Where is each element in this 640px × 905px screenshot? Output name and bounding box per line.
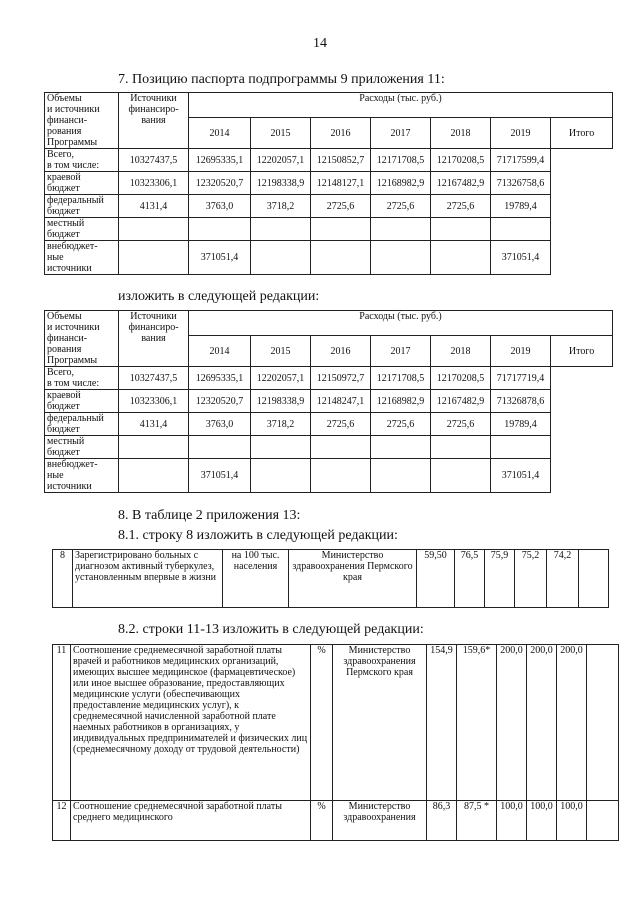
value-cell: 200,0 [497, 645, 527, 801]
value-cell: 12695335,1 [189, 149, 251, 172]
value-cell: 3718,2 [251, 195, 311, 218]
value-cell: 71717599,4 [491, 149, 551, 172]
value-cell: 3763,0 [189, 195, 251, 218]
table-row [45, 218, 613, 241]
value-cell: 2725,6 [431, 413, 491, 436]
value-cell: 12167482,9 [431, 172, 491, 195]
value-cell: 200,0 [527, 645, 557, 801]
value-cell: 12168982,9 [371, 390, 431, 413]
source-label: Всего, в том числе: [45, 149, 119, 172]
year-header: 2015 [251, 336, 311, 367]
value-cell [371, 436, 431, 459]
expenses-header: Расходы (тыс. руб.) [189, 93, 613, 118]
year-header: 2017 [371, 336, 431, 367]
value-cell: 19789,4 [491, 413, 551, 436]
value-cell [371, 218, 431, 241]
value-cell: 71326758,6 [491, 172, 551, 195]
sources-header: Источники финансиро- вания [119, 93, 189, 149]
indicator-text: Соотношение среднемесячной заработной платы среднего медицинского [71, 801, 311, 841]
value-cell: 2725,6 [371, 413, 431, 436]
value-cell [119, 436, 189, 459]
responsible-org: Министерство здравоохранения Пермского края [333, 645, 427, 801]
value-cell: 12167482,9 [431, 390, 491, 413]
indicator-text: Зарегистрировано больных с диагнозом активный туберкулез, установленным впервые в жизни [73, 550, 223, 608]
table-row [45, 241, 613, 275]
value-cell: 12320520,7 [189, 172, 251, 195]
sources-header: Источники финансиро- вания [119, 311, 189, 367]
indicator-text: Соотношение среднемесячной заработной платы врачей и работников медицинских организаций, имеющих высшее медицинское (фармацевтическое) или иное высшее образование, предоставляющих медицинские услуги (обеспечивающих предоставление медицинских услуг), к среднемесячной начисленной заработной плате наемных работников в организациях, у индивидуальных предпринимателей и физических лиц (среднемесячному доходу от трудовой деятельности) [71, 645, 311, 801]
value-cell: 154,9 [427, 645, 457, 801]
table-row [45, 436, 613, 459]
value-cell [189, 218, 251, 241]
value-cell: 12150852,7 [311, 149, 371, 172]
value-cell: 12198338,9 [251, 172, 311, 195]
table-row [53, 550, 609, 608]
value-cell: 10327437,5 [119, 367, 189, 390]
year-header: 2017 [371, 118, 431, 149]
value-cell: 2725,6 [431, 195, 491, 218]
value-cell: 59,50 [417, 550, 455, 608]
value-cell [431, 436, 491, 459]
value-cell [119, 241, 189, 275]
value-cell [491, 436, 551, 459]
source-label: местный бюджет [45, 436, 119, 459]
value-cell: 2725,6 [311, 195, 371, 218]
value-cell [431, 218, 491, 241]
value-cell [119, 459, 189, 493]
value-cell [251, 459, 311, 493]
value-cell: 75,9 [485, 550, 515, 608]
year-header: 2014 [189, 118, 251, 149]
table-row [45, 172, 613, 195]
value-cell [311, 241, 371, 275]
value-cell [311, 218, 371, 241]
row-number: 11 [53, 645, 71, 801]
financing-label: Объемы и источники финанси- рования Программы [45, 311, 119, 367]
value-cell [251, 436, 311, 459]
expenses-header: Расходы (тыс. руб.) [189, 311, 613, 336]
value-cell: 75,2 [515, 550, 547, 608]
empty-cell [579, 550, 609, 608]
value-cell: 87,5 * [457, 801, 497, 841]
value-cell: 371051,4 [189, 459, 251, 493]
value-cell [311, 436, 371, 459]
value-cell: 12148247,1 [311, 390, 371, 413]
value-cell: 12148127,1 [311, 172, 371, 195]
year-header: Итого [551, 336, 613, 367]
table-row [45, 195, 613, 218]
value-cell: 12202057,1 [251, 367, 311, 390]
table-row [45, 459, 613, 493]
value-cell: 12170208,5 [431, 149, 491, 172]
year-header: 2014 [189, 336, 251, 367]
value-cell: 74,2 [547, 550, 579, 608]
value-cell [251, 218, 311, 241]
value-cell: 10323306,1 [119, 390, 189, 413]
source-label: краевой бюджет [45, 172, 119, 195]
value-cell: 71326878,6 [491, 390, 551, 413]
value-cell: 12320520,7 [189, 390, 251, 413]
heading-item-8-1: 8.1. строку 8 изложить в следующей редакции: [118, 528, 398, 543]
value-cell: 2725,6 [311, 413, 371, 436]
value-cell [119, 218, 189, 241]
value-cell: 371051,4 [189, 241, 251, 275]
financing-table-old [44, 92, 613, 275]
value-cell: 371051,4 [491, 459, 551, 493]
value-cell: 100,0 [527, 801, 557, 841]
value-cell [251, 241, 311, 275]
value-cell [371, 241, 431, 275]
source-label: краевой бюджет [45, 390, 119, 413]
value-cell: 12695335,1 [189, 367, 251, 390]
empty-cell [587, 801, 619, 841]
heading-item-7: 7. Позицию паспорта подпрограммы 9 приложения 11: [118, 72, 445, 87]
table-row [45, 413, 613, 436]
unit: % [311, 801, 333, 841]
indicator-table-row8 [52, 549, 609, 608]
responsible-org: Министерство здравоохранения Пермского края [289, 550, 417, 608]
value-cell: 100,0 [557, 801, 587, 841]
source-label: федеральный бюджет [45, 413, 119, 436]
value-cell: 100,0 [497, 801, 527, 841]
value-cell [491, 218, 551, 241]
source-label: внебюджет- ные источники [45, 241, 119, 275]
value-cell: 12150972,7 [311, 367, 371, 390]
value-cell [371, 459, 431, 493]
year-header: 2015 [251, 118, 311, 149]
year-header: 2019 [491, 118, 551, 149]
value-cell [311, 459, 371, 493]
table-row [45, 149, 613, 172]
page-number: 14 [313, 36, 327, 51]
indicator-table-rows11-13 [52, 644, 619, 841]
value-cell: 71717719,4 [491, 367, 551, 390]
table-row [45, 367, 613, 390]
year-header: 2018 [431, 336, 491, 367]
value-cell: 4131,4 [119, 195, 189, 218]
source-label: местный бюджет [45, 218, 119, 241]
year-header: Итого [551, 118, 613, 149]
empty-cell [587, 645, 619, 801]
value-cell: 371051,4 [491, 241, 551, 275]
value-cell: 10323306,1 [119, 172, 189, 195]
value-cell: 12198338,9 [251, 390, 311, 413]
value-cell: 2725,6 [371, 195, 431, 218]
table-row [53, 801, 619, 841]
value-cell: 200,0 [557, 645, 587, 801]
year-header: 2018 [431, 118, 491, 149]
value-cell: 4131,4 [119, 413, 189, 436]
value-cell: 12202057,1 [251, 149, 311, 172]
value-cell: 3718,2 [251, 413, 311, 436]
value-cell: 76,5 [455, 550, 485, 608]
table-row [45, 390, 613, 413]
value-cell: 19789,4 [491, 195, 551, 218]
value-cell: 86,3 [427, 801, 457, 841]
value-cell: 12170208,5 [431, 367, 491, 390]
year-header: 2016 [311, 118, 371, 149]
heading-new-edition-1: изложить в следующей редакции: [118, 289, 320, 304]
value-cell: 12171708,5 [371, 367, 431, 390]
heading-item-8: 8. В таблице 2 приложения 13: [118, 508, 301, 523]
unit: на 100 тыс. населения [223, 550, 289, 608]
value-cell: 12171708,5 [371, 149, 431, 172]
value-cell: 159,6* [457, 645, 497, 801]
heading-item-8-2: 8.2. строки 11-13 изложить в следующей редакции: [118, 622, 424, 637]
financing-label: Объемы и источники финанси- рования Программы [45, 93, 119, 149]
value-cell [189, 436, 251, 459]
value-cell: 3763,0 [189, 413, 251, 436]
value-cell [431, 241, 491, 275]
year-header: 2019 [491, 336, 551, 367]
row-number: 12 [53, 801, 71, 841]
source-label: федеральный бюджет [45, 195, 119, 218]
row-number: 8 [53, 550, 73, 608]
value-cell: 10327437,5 [119, 149, 189, 172]
value-cell [431, 459, 491, 493]
unit: % [311, 645, 333, 801]
financing-table-new [44, 310, 613, 493]
source-label: Всего, в том числе: [45, 367, 119, 390]
source-label: внебюджет- ные источники [45, 459, 119, 493]
responsible-org: Министерство здравоохранения [333, 801, 427, 841]
table-row [53, 645, 619, 801]
year-header: 2016 [311, 336, 371, 367]
value-cell: 12168982,9 [371, 172, 431, 195]
